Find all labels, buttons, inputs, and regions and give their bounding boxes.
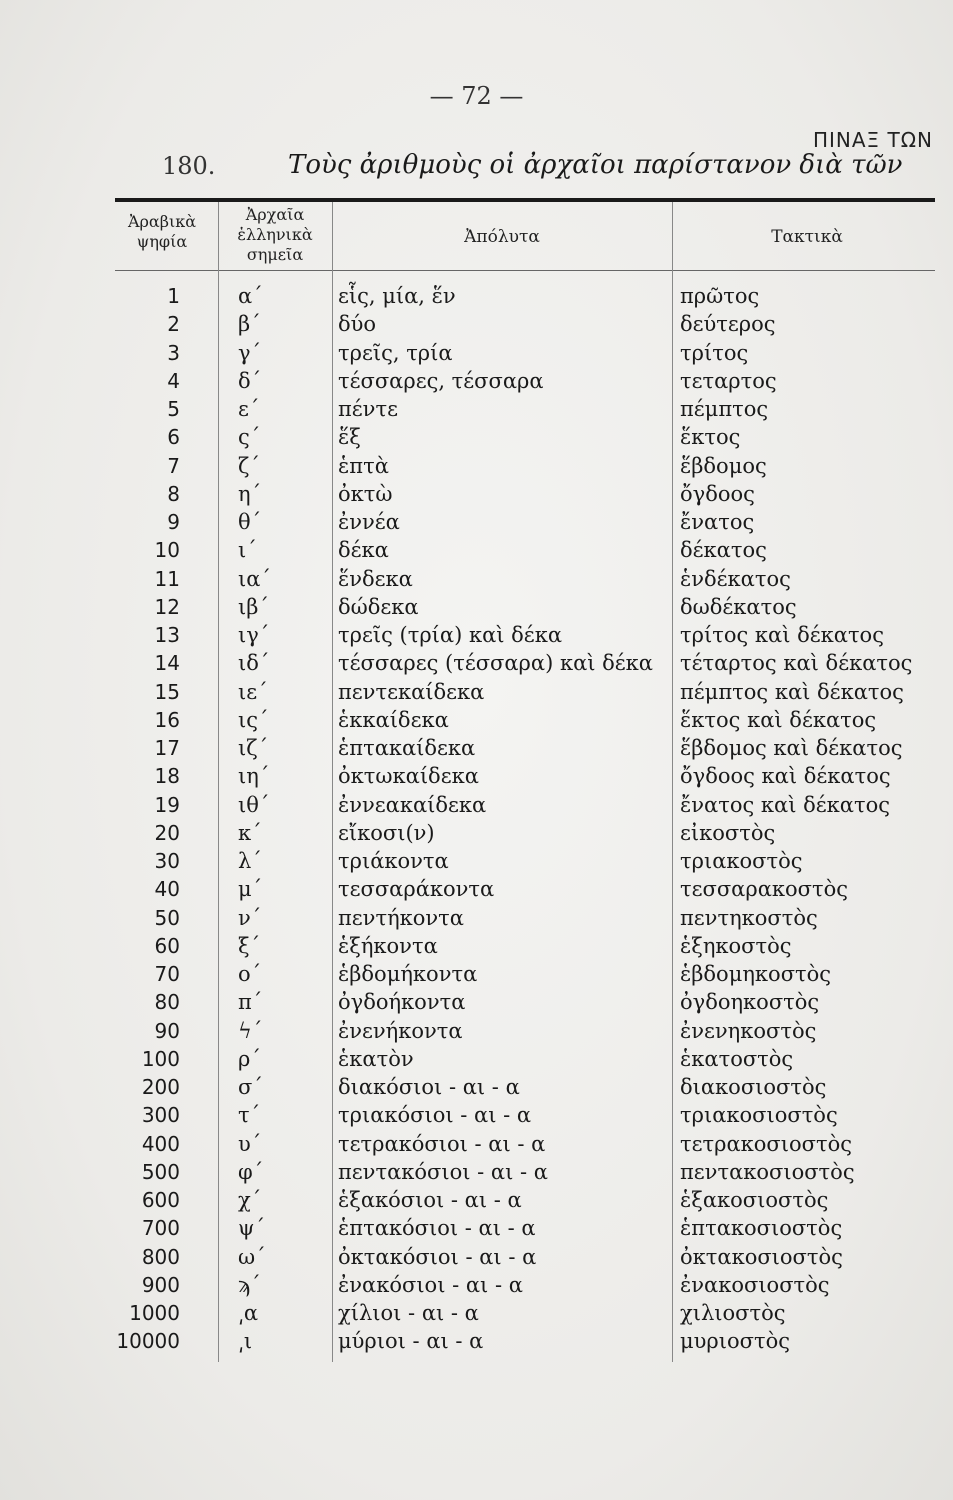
table-row <box>0 1271 953 1299</box>
table-row <box>0 508 953 536</box>
cardinal-number-cell: ἑξήκοντα <box>338 933 438 958</box>
greek-numeral-cell: π´ <box>238 990 263 1015</box>
cardinal-number-cell: δέκα <box>338 538 389 563</box>
table-header-rule <box>115 270 935 271</box>
table-top-rule <box>115 198 935 202</box>
ordinal-number-cell: ἑξακοσιοστὸς <box>680 1188 829 1212</box>
greek-numeral-cell: ις´ <box>238 707 269 732</box>
section-number: 180. <box>162 152 216 180</box>
arabic-numeral-cell: 5 <box>167 397 180 421</box>
table-row <box>0 875 953 903</box>
ordinal-number-cell: ὄγδοος <box>680 481 755 506</box>
cardinal-number-cell: δώδεκα <box>338 594 419 619</box>
table-row <box>0 904 953 932</box>
ordinal-number-cell: τριακοστὸς <box>680 849 803 873</box>
ordinal-number-cell: ἑνδέκατος <box>680 566 791 591</box>
cardinal-number-cell: ἐνακόσιοι - αι - α <box>338 1272 523 1297</box>
arabic-numeral-cell: 12 <box>154 594 180 619</box>
ordinal-number-cell: δεύτερος <box>680 312 776 337</box>
table-row <box>0 1327 953 1355</box>
greek-numeral-cell: η´ <box>238 481 262 506</box>
table-row <box>0 791 953 819</box>
ordinal-number-cell: ἑπτακοσιοστὸς <box>680 1216 843 1241</box>
table-row <box>0 819 953 847</box>
greek-numeral-cell: γ´ <box>238 340 262 365</box>
cardinal-number-cell: μύριοι - αι - α <box>338 1329 484 1354</box>
arabic-numeral-cell: 60 <box>154 933 180 958</box>
ordinal-number-cell: ἑξηκοστὸς <box>680 933 792 958</box>
table-row <box>0 1158 953 1186</box>
arabic-numeral-cell: 200 <box>141 1075 180 1099</box>
cardinal-number-cell: τριακόσιοι - αι - α <box>338 1103 532 1128</box>
table-row <box>0 960 953 988</box>
cardinal-number-cell: ἐνενήκοντα <box>338 1018 463 1043</box>
table-row <box>0 1243 953 1271</box>
arabic-numeral-cell: 19 <box>154 792 180 817</box>
greek-numeral-cell: ͵α <box>238 1301 259 1325</box>
greek-numeral-cell: ιδ´ <box>238 651 270 676</box>
greek-numeral-cell: ο´ <box>238 962 262 986</box>
table-row <box>0 1130 953 1158</box>
cardinal-number-cell: τετρακόσιοι - αι - α <box>338 1131 546 1156</box>
ordinal-number-cell: ὄγδοος καὶ δέκατος <box>680 764 891 789</box>
greek-numeral-cell: ια´ <box>238 566 271 591</box>
ordinal-number-cell: ἔνατος <box>680 510 755 534</box>
greek-numeral-cell: ω´ <box>238 1244 266 1269</box>
cardinal-number-cell: ὀκτὼ <box>338 481 393 506</box>
table-row <box>0 678 953 706</box>
greek-numeral-cell: ϟ´ <box>238 1018 263 1043</box>
ordinal-number-cell: μυριοστὸς <box>680 1329 790 1354</box>
ordinal-number-cell: ἑβδομηκοστὸς <box>680 962 832 986</box>
cardinal-number-cell: ἑκατὸν <box>338 1046 414 1071</box>
table-row <box>0 988 953 1016</box>
greek-numeral-cell: ι´ <box>238 538 257 563</box>
arabic-numeral-cell: 600 <box>141 1188 180 1212</box>
table-row <box>0 282 953 310</box>
table-row <box>0 1017 953 1045</box>
arabic-numeral-cell: 4 <box>167 368 180 393</box>
ordinal-number-cell: δέκατος <box>680 538 767 563</box>
cardinal-number-cell: διακόσιοι - αι - α <box>338 1075 520 1099</box>
arabic-numeral-cell: 15 <box>154 679 180 704</box>
arabic-numeral-cell: 2 <box>167 312 180 337</box>
greek-numeral-cell: ιθ´ <box>238 792 270 817</box>
column-header-greek-signs: Ἀρχαῖα ἑλληνικὰ σημεῖα <box>237 205 313 264</box>
column-header-ordinal: Τακτικὰ <box>771 227 843 247</box>
ordinal-number-cell: ἐνακοσιοστὸς <box>680 1272 830 1297</box>
cardinal-number-cell: ὀκτωκαίδεκα <box>338 764 479 789</box>
arabic-numeral-cell: 14 <box>154 651 180 676</box>
greek-numeral-cell: ιζ´ <box>238 736 269 760</box>
greek-numeral-cell: κ´ <box>238 820 262 845</box>
arabic-numeral-cell: 40 <box>154 877 180 902</box>
cardinal-number-cell: εἷς, μία, ἕν <box>338 284 456 308</box>
cardinal-number-cell: πέντε <box>338 397 398 421</box>
cardinal-number-cell: ὀκτακόσιοι - αι - α <box>338 1244 537 1269</box>
table-row <box>0 1214 953 1242</box>
table-row <box>0 621 953 649</box>
greek-numeral-cell: ρ´ <box>238 1046 261 1071</box>
greek-numeral-cell: ε´ <box>238 397 260 421</box>
table-row <box>0 1299 953 1327</box>
arabic-numeral-cell: 800 <box>141 1244 180 1269</box>
greek-numeral-cell: β´ <box>238 312 261 337</box>
arabic-numeral-cell: 9 <box>167 510 180 534</box>
table-row <box>0 1186 953 1214</box>
arabic-numeral-cell: 700 <box>141 1216 180 1241</box>
cardinal-number-cell: ἑβδομήκοντα <box>338 962 478 986</box>
table-row <box>0 734 953 762</box>
arabic-numeral-cell: 17 <box>154 736 180 760</box>
cardinal-number-cell: ἑξακόσιοι - αι - α <box>338 1188 522 1212</box>
greek-numeral-cell: σ´ <box>238 1075 263 1099</box>
ordinal-number-cell: ἑκατοστὸς <box>680 1046 794 1071</box>
cardinal-number-cell: τεσσαράκοντα <box>338 877 495 902</box>
ordinal-number-cell: χιλιοστὸς <box>680 1301 786 1325</box>
ordinal-number-cell: εἰκοστὸς <box>680 820 776 845</box>
table-row <box>0 423 953 451</box>
ordinal-number-cell: πρῶτος <box>680 284 760 308</box>
arabic-numeral-cell: 400 <box>141 1131 180 1156</box>
arabic-numeral-cell: 7 <box>167 453 180 478</box>
arabic-numeral-cell: 1 <box>167 284 180 308</box>
table-row <box>0 395 953 423</box>
table-row <box>0 1045 953 1073</box>
table-row <box>0 706 953 734</box>
table-row <box>0 1101 953 1129</box>
ordinal-number-cell: πέμπτος <box>680 397 769 421</box>
section-title: Τοὺς ἀριθμοὺς οἱ ἀρχαῖοι παρίστανον διὰ τῶν <box>288 150 903 180</box>
cardinal-number-cell: ἕξ <box>338 425 361 450</box>
ordinal-number-cell: ὀγδοηκοστὸς <box>680 990 820 1015</box>
ordinal-number-cell: τρίτος καὶ δέκατος <box>680 623 884 647</box>
arabic-numeral-cell: 100 <box>141 1046 180 1071</box>
cardinal-number-cell: πεντεκαίδεκα <box>338 679 485 704</box>
greek-numeral-cell: δ´ <box>238 368 262 393</box>
greek-numeral-cell: ιε´ <box>238 679 268 704</box>
table-row <box>0 480 953 508</box>
arabic-numeral-cell: 6 <box>167 425 180 450</box>
ordinal-number-cell: ὀκτακοσιοστὸς <box>680 1244 843 1269</box>
arabic-numeral-cell: 70 <box>154 962 180 986</box>
greek-numeral-cell: θ´ <box>238 510 262 534</box>
column-header-arabic: Ἀραβικὰ ψηφία <box>127 212 197 251</box>
cardinal-number-cell: ἑπτὰ <box>338 453 389 478</box>
numeral-table-body <box>0 282 953 1356</box>
ordinal-number-cell: ἕκτος καὶ δέκατος <box>680 707 877 732</box>
table-row <box>0 452 953 480</box>
ordinal-number-cell: τεταρτος <box>680 368 777 393</box>
arabic-numeral-cell: 8 <box>167 481 180 506</box>
cardinal-number-cell: ἑκκαίδεκα <box>338 707 449 732</box>
arabic-numeral-cell: 10000 <box>116 1329 180 1354</box>
greek-numeral-cell: υ´ <box>238 1131 262 1156</box>
ordinal-number-cell: ἕκτος <box>680 425 741 450</box>
arabic-numeral-cell: 500 <box>141 1159 180 1184</box>
greek-numeral-cell: ͵ι <box>238 1329 253 1354</box>
table-row <box>0 932 953 960</box>
arabic-numeral-cell: 11 <box>154 566 180 591</box>
table-row <box>0 1073 953 1101</box>
greek-numeral-cell: φ´ <box>238 1159 264 1184</box>
arabic-numeral-cell: 20 <box>154 820 180 845</box>
greek-numeral-cell: ξ´ <box>238 933 261 958</box>
ordinal-number-cell: τεσσαρακοστὸς <box>680 877 848 902</box>
greek-numeral-cell: ιβ´ <box>238 594 269 619</box>
cardinal-number-cell: δύο <box>338 312 377 337</box>
ordinal-number-cell: πεντηκοστὸς <box>680 905 818 930</box>
section-heading: ΠΙΝΑΞ ΤΩΝ <box>812 128 933 152</box>
ordinal-number-cell: πέμπτος καὶ δέκατος <box>680 679 904 704</box>
cardinal-number-cell: τριάκοντα <box>338 849 449 873</box>
table-row <box>0 310 953 338</box>
table-row <box>0 367 953 395</box>
ordinal-number-cell: ἔνατος καὶ δέκατος <box>680 792 890 817</box>
cardinal-number-cell: χίλιοι - αι - α <box>338 1301 479 1325</box>
cardinal-number-cell: τρεῖς (τρία) καὶ δέκα <box>338 623 562 647</box>
ordinal-number-cell: ἐνενηκοστὸς <box>680 1018 817 1043</box>
table-row <box>0 593 953 621</box>
arabic-numeral-cell: 50 <box>154 905 180 930</box>
greek-numeral-cell: α´ <box>238 284 263 308</box>
cardinal-number-cell: πεντακόσιοι - αι - α <box>338 1159 548 1184</box>
arabic-numeral-cell: 1000 <box>129 1301 180 1325</box>
arabic-numeral-cell: 16 <box>154 707 180 732</box>
arabic-numeral-cell: 80 <box>154 990 180 1015</box>
arabic-numeral-cell: 900 <box>141 1272 180 1297</box>
ordinal-number-cell: διακοσιοστὸς <box>680 1075 827 1099</box>
ordinal-number-cell: τέταρτος καὶ δέκατος <box>680 651 913 676</box>
arabic-numeral-cell: 90 <box>154 1018 180 1043</box>
cardinal-number-cell: τέσσαρες, τέσσαρα <box>338 368 544 393</box>
cardinal-number-cell: ἑπτακαίδεκα <box>338 736 476 760</box>
greek-numeral-cell: ιγ´ <box>238 623 270 647</box>
table-row <box>0 339 953 367</box>
arabic-numeral-cell: 3 <box>167 340 180 365</box>
ordinal-number-cell: τετρακοσιοστὸς <box>680 1131 852 1156</box>
arabic-numeral-cell: 18 <box>154 764 180 789</box>
cardinal-number-cell: ἑπτακόσιοι - αι - α <box>338 1216 536 1241</box>
cardinal-number-cell: πεντήκοντα <box>338 905 464 930</box>
arabic-numeral-cell: 30 <box>154 849 180 873</box>
table-row <box>0 565 953 593</box>
column-header-cardinal: Ἀπόλυτα <box>464 227 540 247</box>
greek-numeral-cell: τ´ <box>238 1103 261 1128</box>
cardinal-number-cell: εἴκοσι(ν) <box>338 820 435 845</box>
arabic-numeral-cell: 300 <box>141 1103 180 1128</box>
greek-numeral-cell: ϡ´ <box>238 1272 261 1297</box>
table-row <box>0 847 953 875</box>
greek-numeral-cell: ς´ <box>238 425 261 450</box>
page-number: — 72 — <box>429 82 524 110</box>
greek-numeral-cell: λ´ <box>238 849 262 873</box>
cardinal-number-cell: ἐννέα <box>338 510 400 534</box>
ordinal-number-cell: πεντακοσιοστὸς <box>680 1159 855 1184</box>
greek-numeral-cell: ιη´ <box>238 764 270 789</box>
ordinal-number-cell: τρίτος <box>680 340 749 365</box>
arabic-numeral-cell: 10 <box>154 538 180 563</box>
greek-numeral-cell: ζ´ <box>238 453 260 478</box>
cardinal-number-cell: τέσσαρες (τέσσαρα) καὶ δέκα <box>338 651 653 676</box>
cardinal-number-cell: ὀγδοήκοντα <box>338 990 466 1015</box>
arabic-numeral-cell: 13 <box>154 623 180 647</box>
greek-numeral-cell: ψ´ <box>238 1216 265 1241</box>
ordinal-number-cell: ἕβδομος <box>680 453 767 478</box>
cardinal-number-cell: ἕνδεκα <box>338 566 413 591</box>
ordinal-number-cell: ἕβδομος καὶ δέκατος <box>680 736 903 760</box>
table-row <box>0 762 953 790</box>
ordinal-number-cell: τριακοσιοστὸς <box>680 1103 838 1128</box>
greek-numeral-cell: μ´ <box>238 877 263 902</box>
table-row <box>0 649 953 677</box>
ordinal-number-cell: δωδέκατος <box>680 594 797 619</box>
table-row <box>0 536 953 564</box>
cardinal-number-cell: τρεῖς, τρία <box>338 340 453 365</box>
greek-numeral-cell: ν´ <box>238 905 262 930</box>
greek-numeral-cell: χ´ <box>238 1188 262 1212</box>
cardinal-number-cell: ἐννεακαίδεκα <box>338 792 487 817</box>
